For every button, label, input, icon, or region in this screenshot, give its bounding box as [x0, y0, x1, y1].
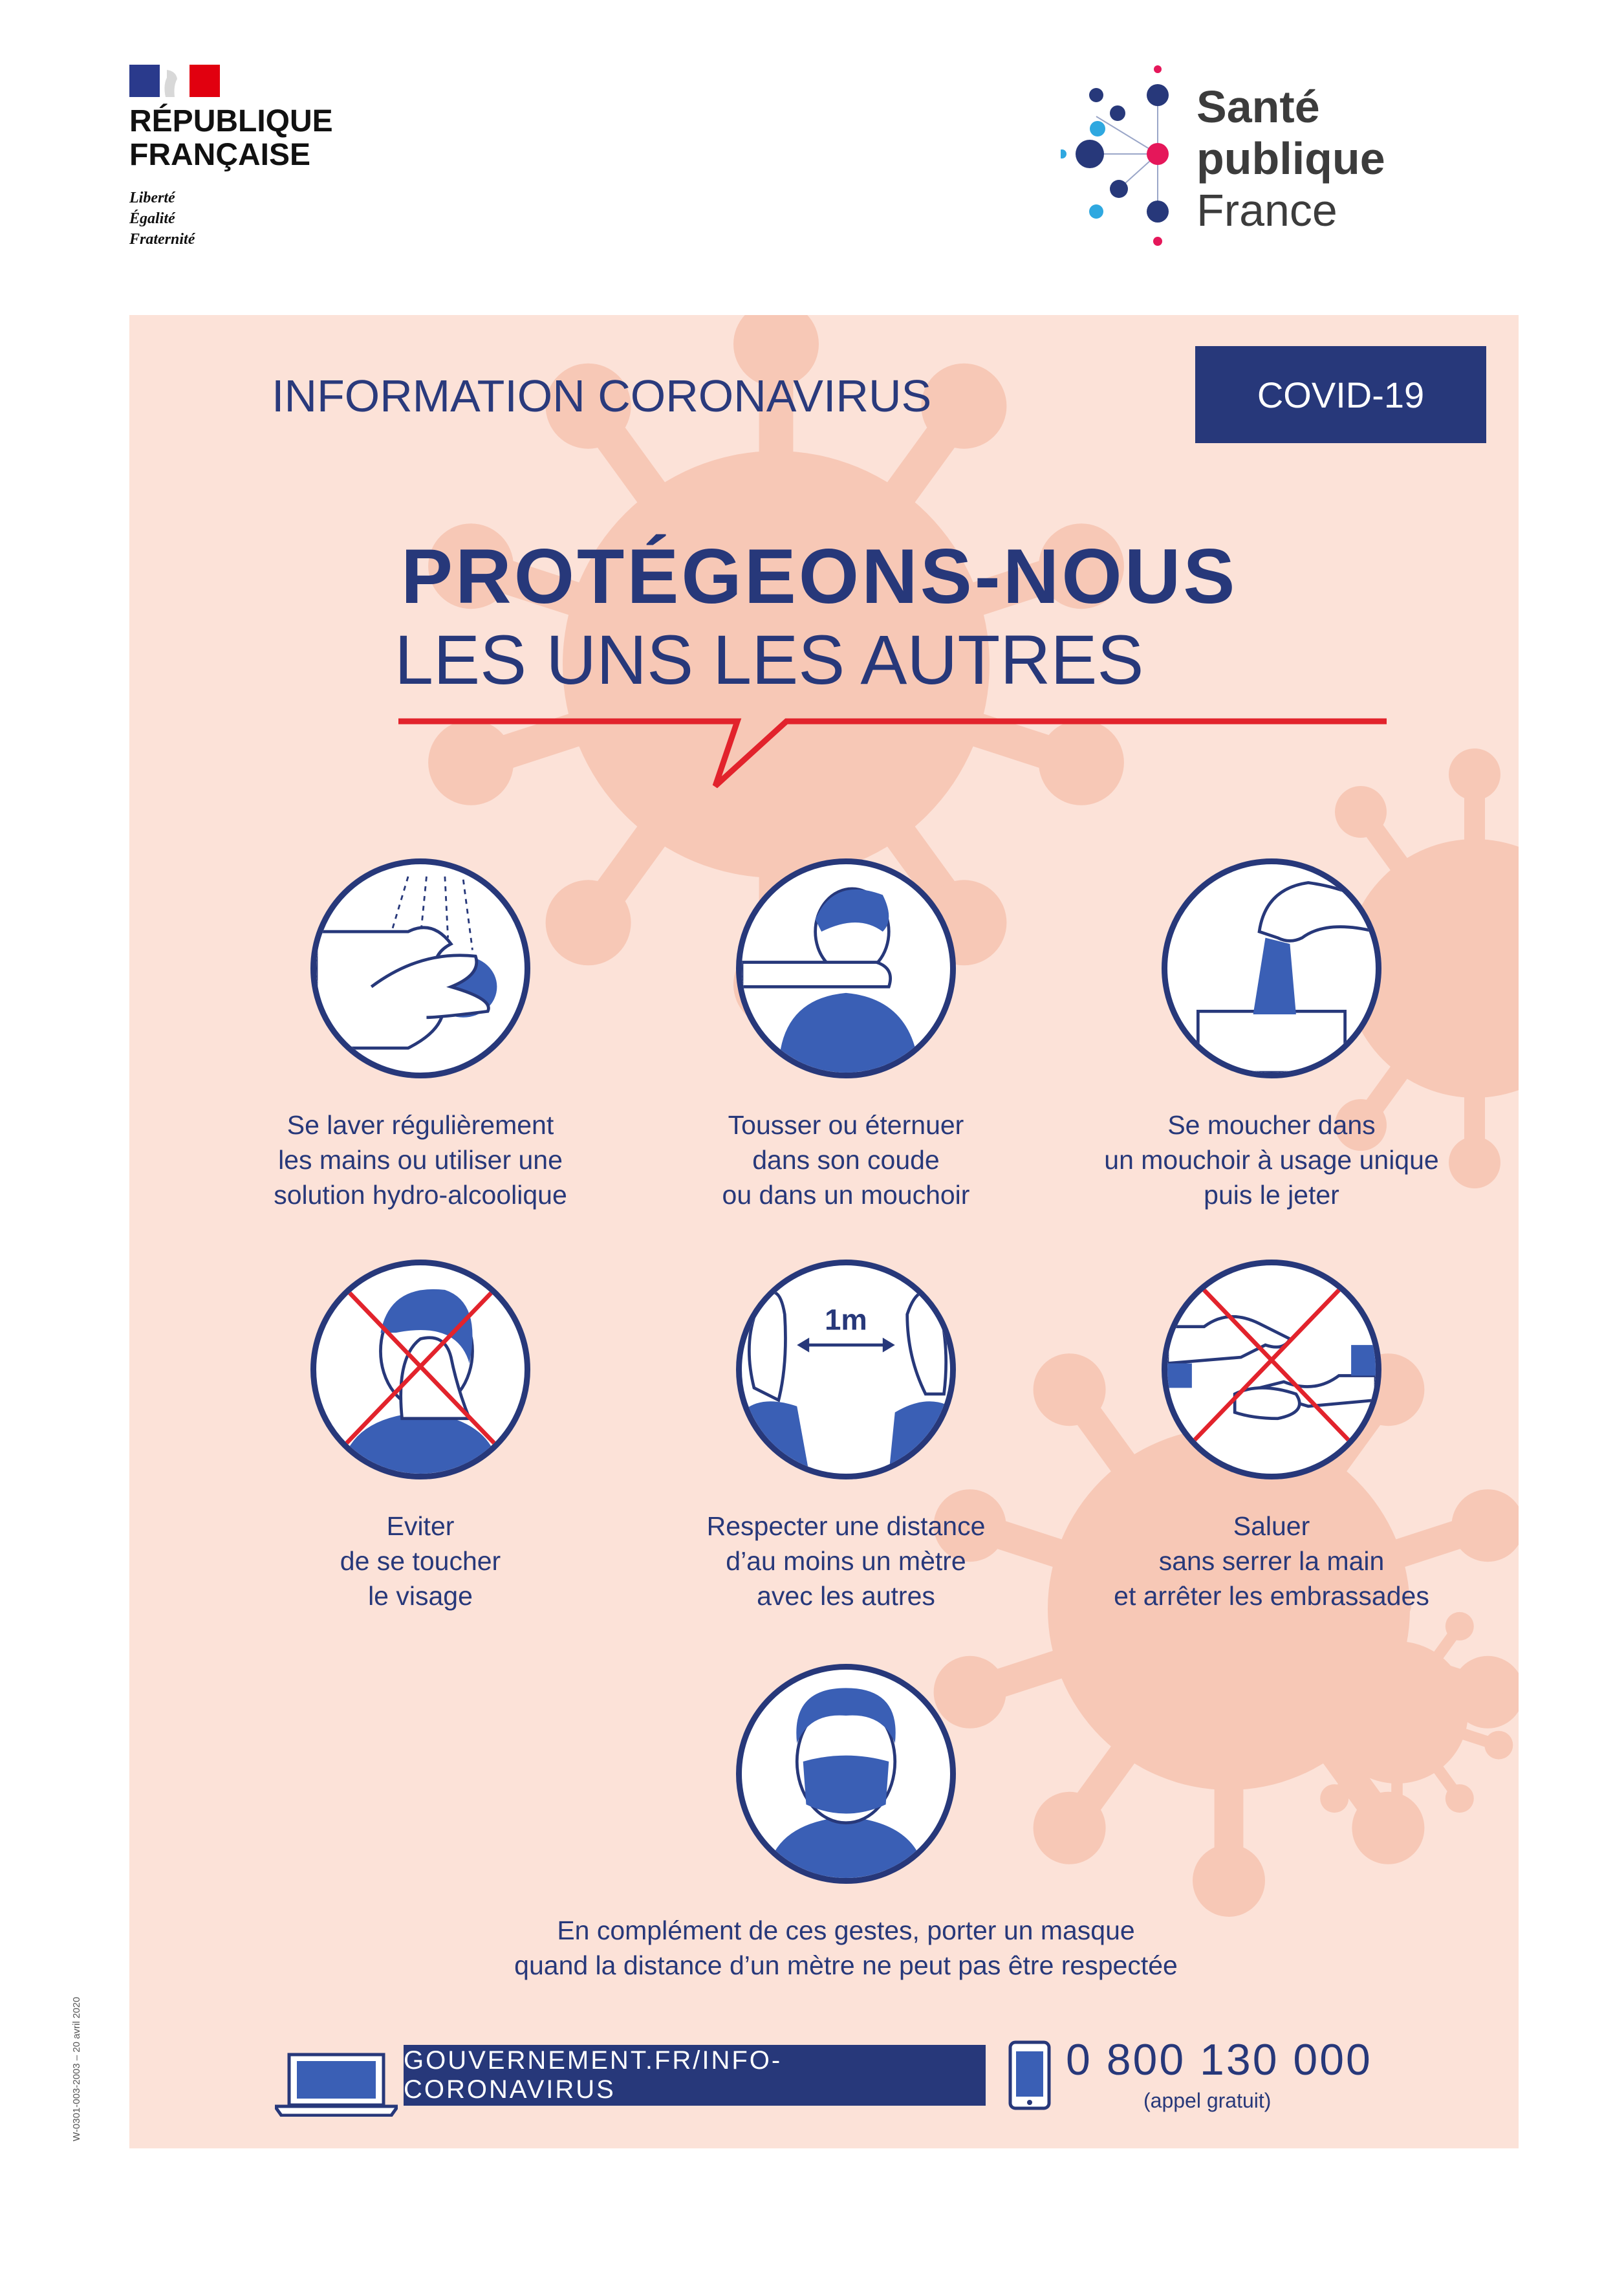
gesture-caption: Tousser ou éternuer dans son coude ou dans un mouchoir: [722, 1110, 970, 1210]
gesture-distance: [639, 1260, 1053, 1622]
hotline-number[interactable]: 0 800 130 000: [1066, 2035, 1372, 2084]
gesture-face-mask: [477, 1664, 1215, 2026]
gesture-caption: Se moucher dans un mouchoir à usage unique puis le jeter: [1104, 1110, 1439, 1210]
laptop-icon: [275, 2052, 398, 2117]
distance-icon: [736, 1260, 956, 1479]
info-title: INFORMATION CORONAVIRUS: [272, 371, 932, 421]
sante-publique-france-wordmark: Santé publique France: [1196, 82, 1385, 235]
gesture-cough-elbow: [639, 858, 1053, 1221]
gesture-no-handshake: [1065, 1260, 1478, 1622]
republic-motto: Liberté Égalité Fraternité: [129, 190, 195, 248]
hotline-note: (appel gratuit): [1143, 2089, 1272, 2112]
covid-badge: COVID-19: [1195, 346, 1486, 443]
gesture-no-face-touch: [213, 1260, 627, 1622]
gesture-hand-washing: [213, 858, 627, 1221]
molecule-dots-icon: [1061, 61, 1190, 256]
sante-publique-france-logo: [1061, 61, 1449, 256]
subheadline: LES UNS LES AUTRES: [395, 620, 1144, 699]
speech-bubble-underline: [395, 716, 1391, 794]
no-handshake-icon: [1162, 1260, 1381, 1479]
gesture-caption: Eviter de se toucher le visage: [340, 1511, 501, 1611]
gesture-tissue: [1065, 858, 1478, 1221]
face-mask-icon: [736, 1664, 956, 1884]
no-face-touch-icon: [310, 1260, 530, 1479]
info-url-link[interactable]: GOUVERNEMENT.FR/INFO-CORONAVIRUS: [404, 2045, 986, 2106]
distance-label: 1m: [825, 1303, 867, 1337]
marianne-flag-icon: [129, 65, 220, 97]
headline: PROTÉGEONS-NOUS: [401, 533, 1238, 620]
hand-washing-icon: [310, 858, 530, 1078]
gesture-caption: Se laver régulièrement les mains ou utiliser une solution hydro-alcoolique: [274, 1110, 567, 1210]
cough-elbow-icon: [736, 858, 956, 1078]
gesture-caption: Respecter une distance d’au moins un mètre avec les autres: [706, 1511, 986, 1611]
poster-panel: [129, 315, 1519, 2148]
smartphone-icon: [1008, 2040, 1052, 2111]
republique-francaise-name: RÉPUBLIQUE FRANÇAISE: [129, 104, 333, 172]
document-reference: W-0301-003-2003 – 20 avril 2020: [71, 1996, 82, 2141]
gesture-caption: Saluer sans serrer la main et arrêter les embrassades: [1114, 1511, 1429, 1611]
gesture-caption: En complément de ces gestes, porter un masque quand la distance d’un mètre ne peut pas être respectée: [514, 1915, 1178, 1980]
tissue-box-icon: [1162, 858, 1381, 1078]
